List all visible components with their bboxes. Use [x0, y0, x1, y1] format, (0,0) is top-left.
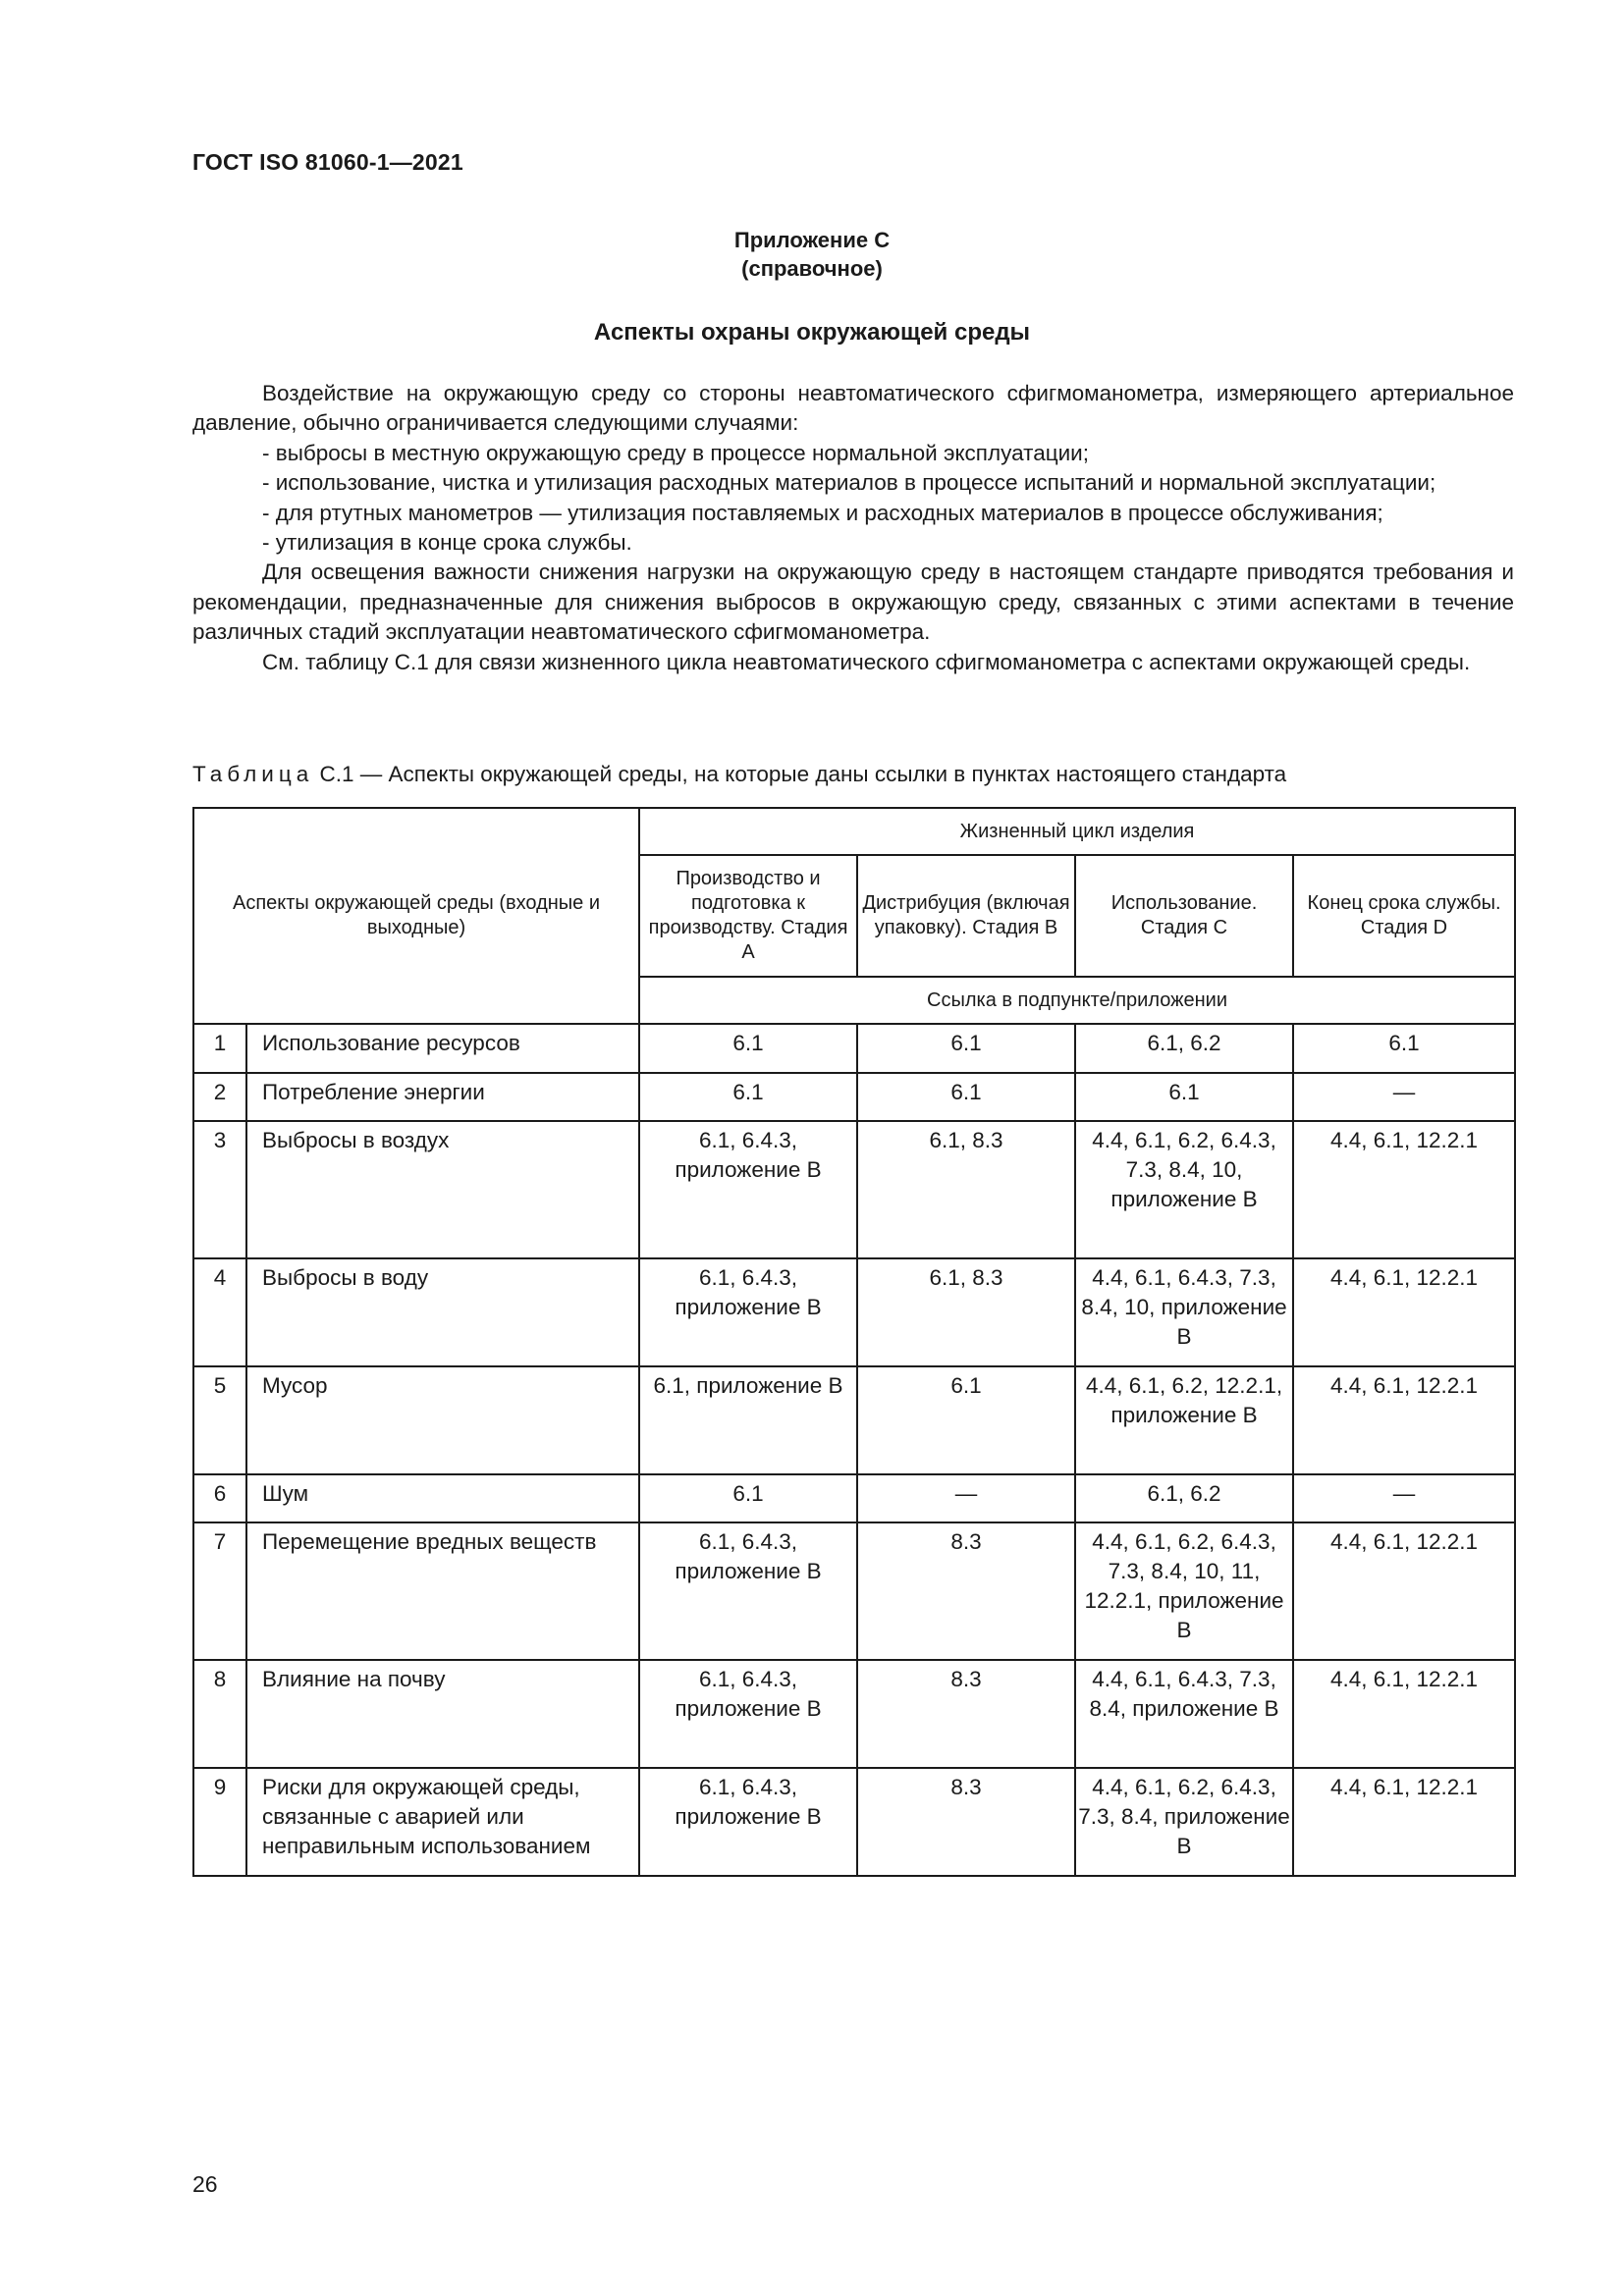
cell-stage-b: 6.1, 8.3 [857, 1258, 1075, 1366]
table-row [193, 1474, 1515, 1522]
row-aspect: Мусор [246, 1366, 639, 1474]
list-item: - для ртутных манометров — утилизация поставляемых и расходных материалов в процессе обслуживания; [262, 500, 1383, 525]
cell-stage-c: 4.4, 6.1, 6.4.3, 7.3, 8.4, 10, приложение В [1075, 1258, 1293, 1366]
environmental-aspects-table [192, 807, 1516, 1877]
row-aspect: Выбросы в воздух [246, 1121, 639, 1258]
row-aspect: Перемещение вредных веществ [246, 1522, 639, 1660]
cell-stage-b: — [857, 1474, 1075, 1522]
table-row [193, 1366, 1515, 1474]
table-caption [192, 762, 1286, 787]
table-caption-text: С.1 — Аспекты окружающей среды, на которые даны ссылки в пунктах настоящего стандарта [319, 762, 1287, 786]
appendix-title: Приложение С [733, 228, 891, 252]
row-number: 9 [193, 1768, 246, 1876]
header-stage-c: Использование. Стадия С [1075, 855, 1293, 977]
row-number: 3 [193, 1121, 246, 1258]
cell-stage-b: 8.3 [857, 1660, 1075, 1768]
table-row [193, 1073, 1515, 1121]
row-number: 8 [193, 1660, 246, 1768]
appendix-heading [0, 226, 1624, 283]
cell-stage-d: 4.4, 6.1, 12.2.1 [1293, 1768, 1515, 1876]
cell-stage-c: 4.4, 6.1, 6.2, 6.4.3, 7.3, 8.4, 10, приложение В [1075, 1121, 1293, 1258]
row-number: 5 [193, 1366, 246, 1474]
cell-stage-c: 6.1, 6.2 [1075, 1474, 1293, 1522]
cell-stage-a: 6.1 [639, 1073, 857, 1121]
cell-stage-d: 4.4, 6.1, 12.2.1 [1293, 1522, 1515, 1660]
cell-stage-d: — [1293, 1073, 1515, 1121]
cell-stage-c: 4.4, 6.1, 6.2, 6.4.3, 7.3, 8.4, 10, 11, 12.2.1, приложение В [1075, 1522, 1293, 1660]
row-aspect: Влияние на почву [246, 1660, 639, 1768]
cell-stage-b: 6.1 [857, 1366, 1075, 1474]
table-row [193, 1024, 1515, 1073]
table-caption-label: Таблица [192, 762, 314, 786]
list-item: - использование, чистка и утилизация расходных материалов в процессе испытаний и нормальной эксплуатации; [262, 470, 1436, 496]
row-aspect: Потребление энергии [246, 1073, 639, 1121]
row-number: 7 [193, 1522, 246, 1660]
row-aspect: Риски для окружающей среды, связанные с аварией или неправильным использованием [246, 1768, 639, 1876]
cell-stage-a: 6.1, 6.4.3, приложение В [639, 1522, 857, 1660]
cell-stage-b: 6.1 [857, 1073, 1075, 1121]
cell-stage-b: 6.1, 8.3 [857, 1121, 1075, 1258]
header-stage-b: Дистрибуция (включая упаковку). Стадия В [857, 855, 1075, 977]
section-title: Аспекты охраны окружающей среды [593, 319, 1031, 346]
document-code: ГОСТ ISO 81060-1—2021 [192, 149, 463, 175]
paragraph-purpose: Для освещения важности снижения нагрузки на окружающую среду в настоящем стандарте приводятся требования и рекомендации, предназначенные для снижения выбросов в окружающую среду, связанных с этими аспектами в течение различных стадий эксплуатации неавтоматического сфигмоманометра. [192, 560, 1514, 645]
cell-stage-c: 4.4, 6.1, 6.2, 12.2.1, приложение В [1075, 1366, 1293, 1474]
cell-stage-a: 6.1, 6.4.3, приложение В [639, 1121, 857, 1258]
cell-stage-c: 6.1, 6.2 [1075, 1024, 1293, 1073]
table-row [193, 1660, 1515, 1768]
header-aspects: Аспекты окружающей среды (входные и выходные) [193, 808, 639, 1024]
row-aspect: Использование ресурсов [246, 1024, 639, 1073]
table-row [193, 1121, 1515, 1258]
cell-stage-a: 6.1, 6.4.3, приложение В [639, 1768, 857, 1876]
cell-stage-a: 6.1, 6.4.3, приложение В [639, 1258, 857, 1366]
header-lifecycle: Жизненный цикл изделия [639, 808, 1515, 855]
cell-stage-a: 6.1 [639, 1024, 857, 1073]
cell-stage-c: 4.4, 6.1, 6.4.3, 7.3, 8.4, приложение В [1075, 1660, 1293, 1768]
cell-stage-b: 6.1 [857, 1024, 1075, 1073]
cell-stage-c: 6.1 [1075, 1073, 1293, 1121]
cell-stage-d: 6.1 [1293, 1024, 1515, 1073]
appendix-subtitle: (справочное) [741, 256, 883, 281]
cell-stage-a: 6.1 [639, 1474, 857, 1522]
cell-stage-b: 8.3 [857, 1522, 1075, 1660]
table-row [193, 1258, 1515, 1366]
row-number: 4 [193, 1258, 246, 1366]
cell-stage-d: — [1293, 1474, 1515, 1522]
cell-stage-a: 6.1, приложение В [639, 1366, 857, 1474]
row-aspect: Шум [246, 1474, 639, 1522]
header-reference: Ссылка в подпункте/приложении [639, 977, 1515, 1024]
paragraph-intro: Воздействие на окружающую среду со стороны неавтоматического сфигмоманометра, измеряющего артериальное давление, обычно ограничивается следующими случаями: [192, 381, 1514, 436]
list-item: - утилизация в конце срока службы. [262, 530, 632, 556]
cell-stage-d: 4.4, 6.1, 12.2.1 [1293, 1660, 1515, 1768]
page-number: 26 [192, 2171, 218, 2197]
cell-stage-d: 4.4, 6.1, 12.2.1 [1293, 1121, 1515, 1258]
row-aspect: Выбросы в воду [246, 1258, 639, 1366]
header-stage-a: Производство и подготовка к производству. Стадия А [639, 855, 857, 977]
list-item: - выбросы в местную окружающую среду в процессе нормальной эксплуатации; [262, 440, 1089, 465]
row-number: 6 [193, 1474, 246, 1522]
paragraph-reference: См. таблицу С.1 для связи жизненного цикла неавтоматического сфигмоманометра с аспектами окружающей среды. [262, 649, 1471, 674]
row-number: 2 [193, 1073, 246, 1121]
cell-stage-d: 4.4, 6.1, 12.2.1 [1293, 1366, 1515, 1474]
cell-stage-a: 6.1, 6.4.3, приложение В [639, 1660, 857, 1768]
table-row [193, 1522, 1515, 1660]
cell-stage-d: 4.4, 6.1, 12.2.1 [1293, 1258, 1515, 1366]
cell-stage-c: 4.4, 6.1, 6.2, 6.4.3, 7.3, 8.4, приложение В [1075, 1768, 1293, 1876]
cell-stage-b: 8.3 [857, 1768, 1075, 1876]
table-row [193, 1768, 1515, 1876]
header-stage-d: Конец срока службы. Стадия D [1293, 855, 1515, 977]
row-number: 1 [193, 1024, 246, 1073]
body-text [192, 379, 1514, 677]
